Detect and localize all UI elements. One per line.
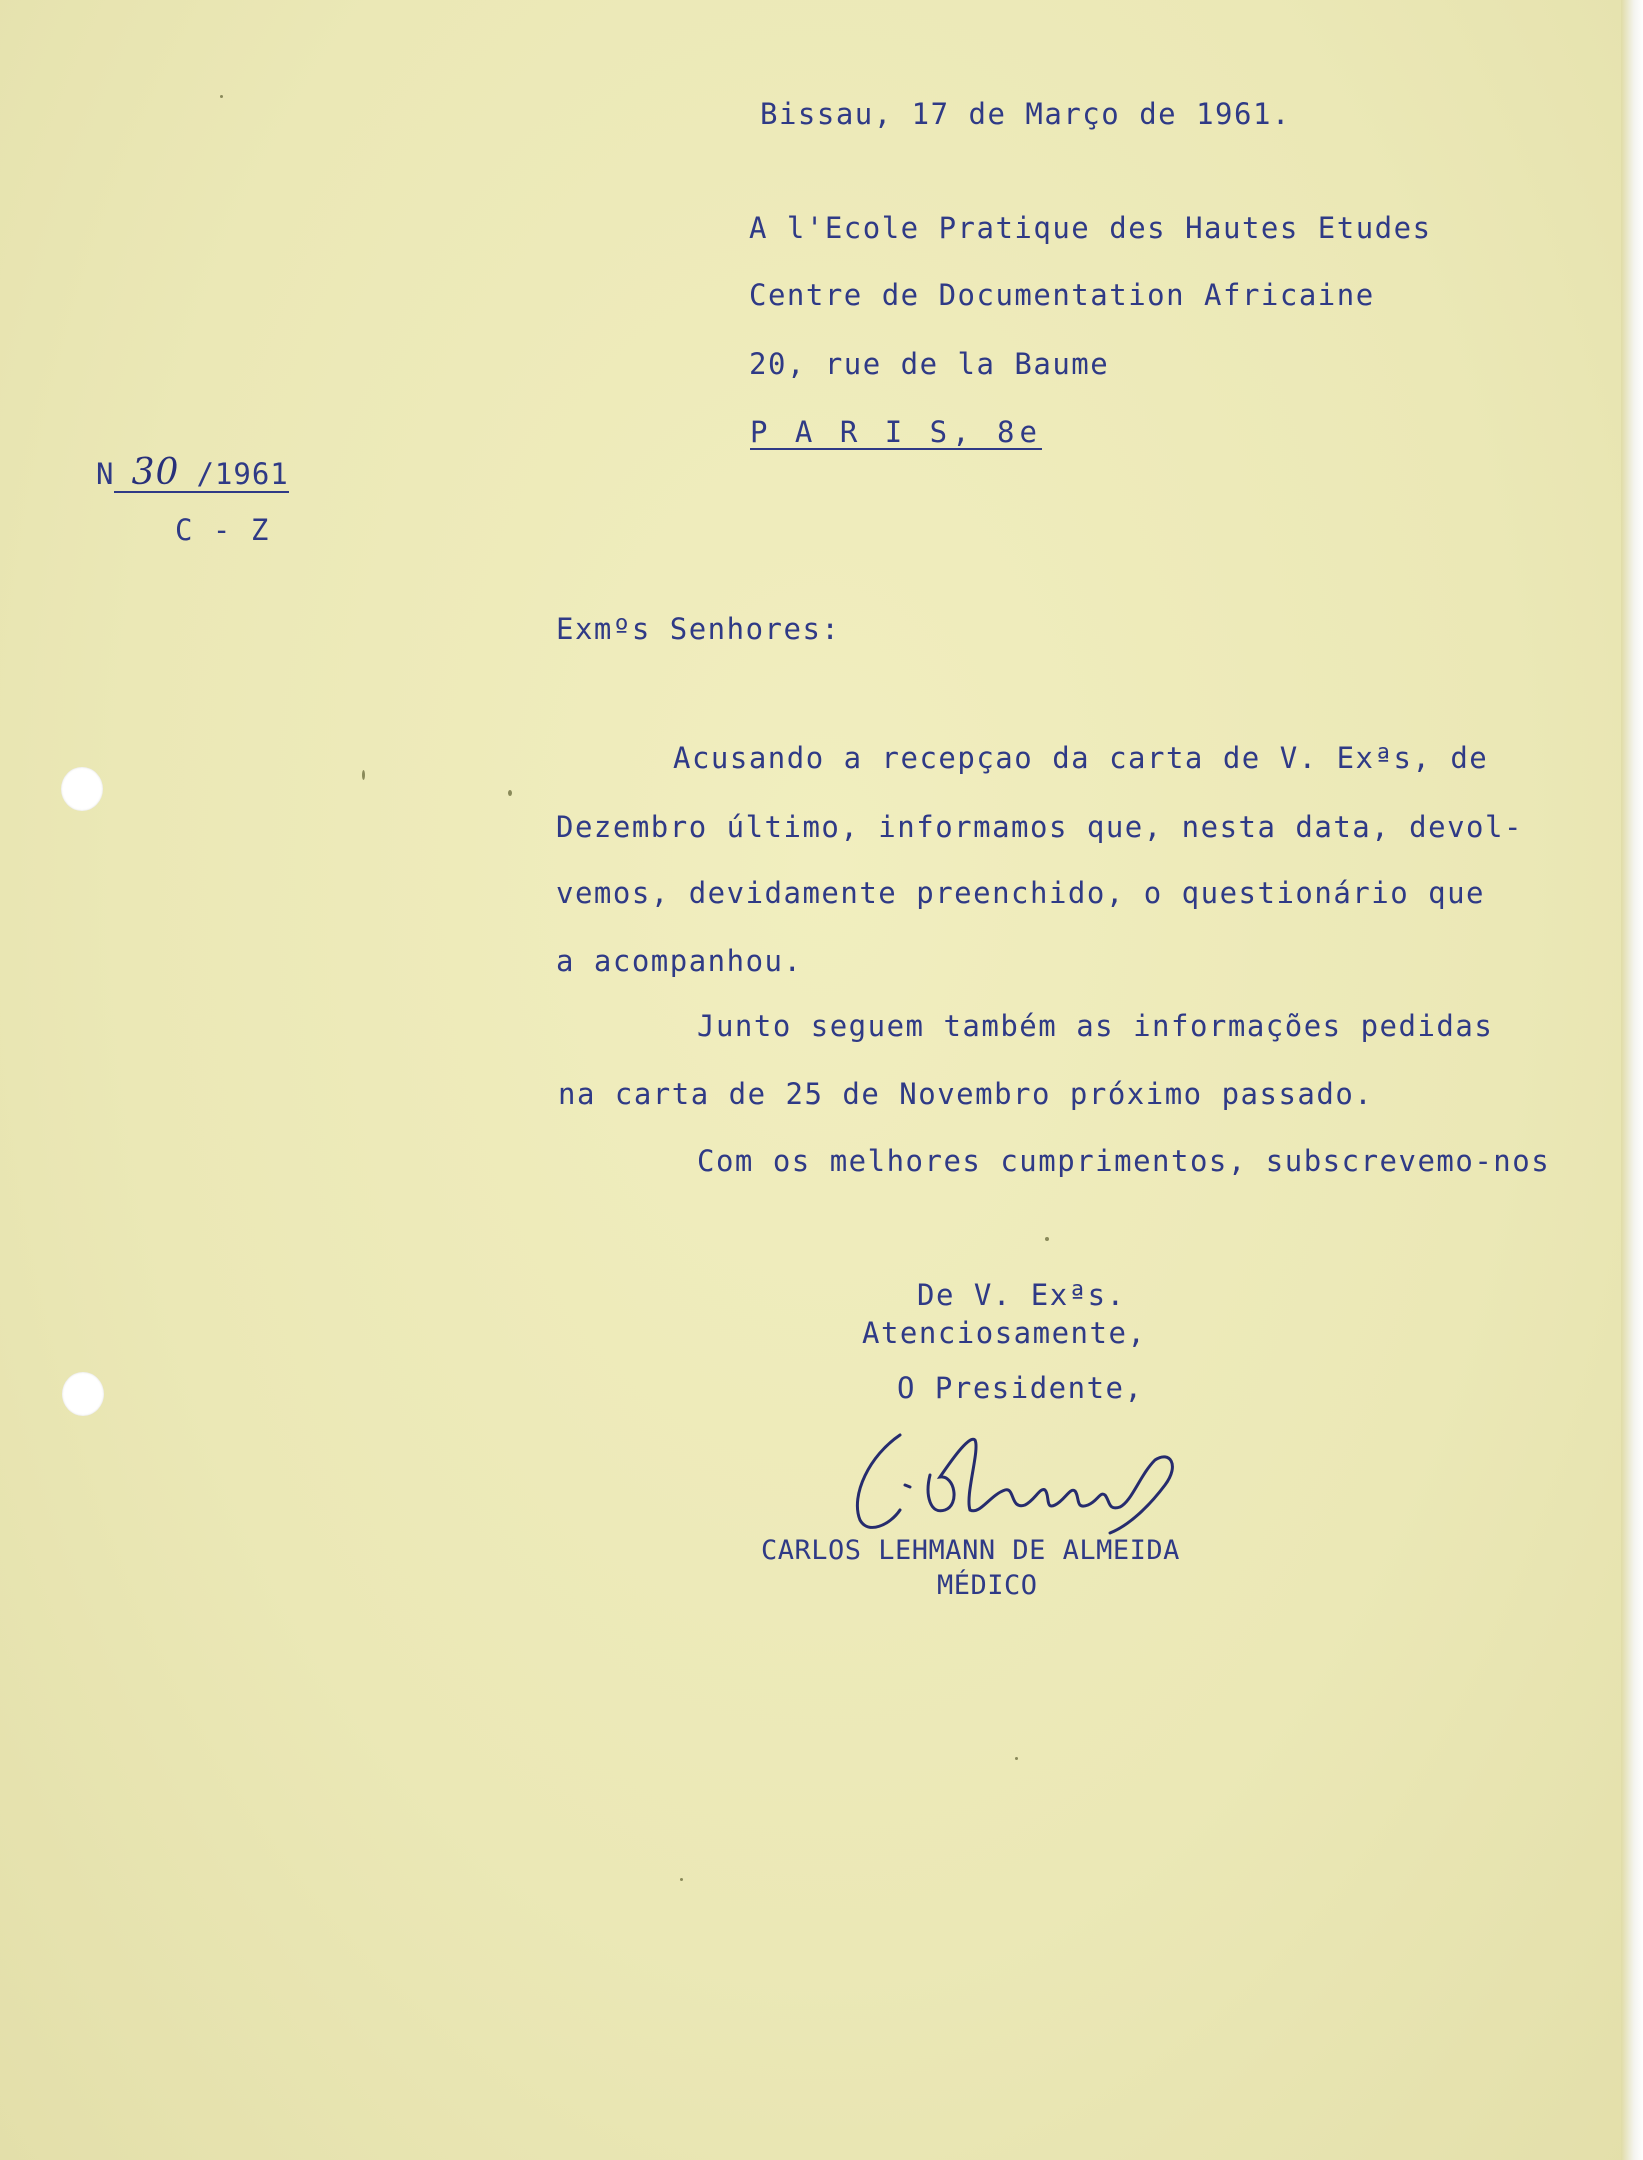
addressee-line: Centre de Documentation Africaine (749, 278, 1375, 312)
addressee-line: 20, rue de la Baume (749, 347, 1110, 381)
reference-handwritten-number: 30 (114, 455, 196, 493)
handwritten-signature-icon (830, 1415, 1270, 1545)
paper-edge (1621, 0, 1643, 2160)
closing-line: De V. Exªs. (917, 1278, 1126, 1312)
body-line: Dezembro último, informamos que, nesta data, devol- (556, 810, 1523, 844)
body-line: na carta de 25 de Novembro próximo passado. (558, 1077, 1374, 1111)
addressee-line: A l'Ecole Pratique des Hautes Etudes (749, 211, 1432, 245)
signatory-title: MÉDICO (937, 1570, 1038, 1601)
reference-year: /1961 (196, 457, 289, 491)
paper-speck (1015, 1757, 1018, 1760)
paper-speck (220, 95, 223, 98)
body-line: Acusando a recepçao da carta de V. Exªs, de (673, 741, 1489, 775)
date-line: Bissau, 17 de Março de 1961. (760, 97, 1291, 131)
paper-speck (680, 1878, 683, 1881)
addressee-city: P A R I S, 8e (750, 415, 1042, 449)
reference-code: C - Z (175, 513, 270, 547)
body-line: vemos, devidamente preenchido, o questionário que (556, 876, 1486, 910)
paper-speck (1045, 1237, 1049, 1241)
closing-line: Atenciosamente, (862, 1316, 1147, 1350)
body-line: Com os melhores cumprimentos, subscrevemo-nos (697, 1144, 1551, 1178)
reference-prefix: N (96, 457, 115, 491)
punch-hole-icon (61, 767, 103, 811)
body-line: a acompanhou. (556, 944, 803, 978)
reference-number (96, 452, 289, 493)
paper-speck (362, 770, 365, 780)
closing-line: O Presidente, (897, 1371, 1144, 1405)
paper-speck (508, 790, 512, 796)
signatory-name: CARLOS LEHMANN DE ALMEIDA (761, 1535, 1180, 1566)
salutation: Exmºs Senhores: (556, 612, 841, 646)
body-line: Junto seguem também as informações pedidas (697, 1009, 1494, 1043)
punch-hole-icon (62, 1372, 104, 1416)
